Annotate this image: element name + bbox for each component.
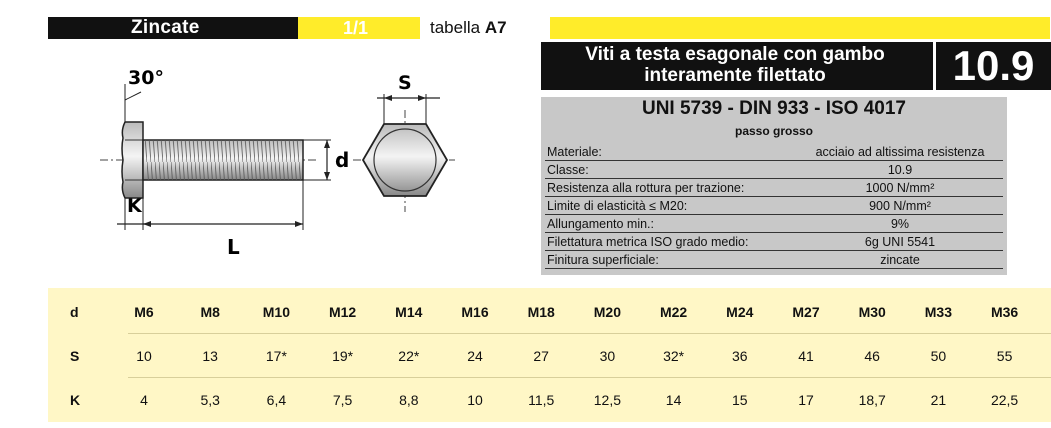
table-code: A7 [484,18,507,37]
table-cell: 11,5 [528,392,555,408]
product-title-block [541,42,1051,90]
spec-row [545,216,1003,233]
column-header: M18 [527,304,555,320]
table-cell: 15 [732,392,748,408]
table-label: tabella [430,18,485,37]
spec-row-label: Filettatura metrica ISO grado medio: [547,235,749,249]
dimensions-table [48,288,1051,422]
column-header: M12 [328,304,357,320]
spec-row-label: Resistenza alla rottura per trazione: [547,181,745,195]
row-label: d [70,304,79,320]
spec-row [545,180,1003,197]
spec-row-value: 900 N/mm² [869,199,931,213]
table-cell: 17 [798,392,814,408]
table-cell: 21 [930,392,947,408]
table-cell: 30 [599,348,616,364]
spec-row-value: acciaio ad altissima resistenza [815,145,985,159]
spec-row-label: Allungamento min.: [547,217,655,231]
page-indicator: 1/1 [298,17,420,39]
table-cell: 7,5 [332,392,353,408]
table-cell: 6,4 [266,392,287,408]
specification-panel [541,97,1007,275]
table-row-d [48,291,1051,333]
table-cell: 12,5 [593,392,622,408]
table-row-s [48,335,1051,377]
spec-row-label: Materiale: [547,145,602,159]
table-cell: 17* [265,348,287,364]
row-label: S [70,348,80,364]
spec-row-value: zincate [880,253,920,267]
column-header: M27 [792,304,820,320]
column-header: M33 [924,304,952,320]
spec-row-value: 9% [890,217,910,231]
table-cell: 36 [732,348,748,364]
header-band [550,17,1050,39]
spec-row-label: Finitura superficiale: [547,253,659,267]
table-row-k [48,379,1051,421]
table-cell: 5,3 [200,392,220,408]
column-header: M10 [262,304,290,320]
strength-grade: 10.9 [933,42,1051,90]
column-header: M36 [990,304,1019,320]
dimension-k-label: K [127,195,142,217]
table-cell: 55 [996,348,1013,364]
table-cell: 32* [663,348,685,364]
bolt-head-shape [122,122,143,198]
spec-row-value: 10.9 [887,163,913,177]
column-header: M20 [593,304,621,320]
dimension-l-label: L [227,235,240,259]
angle-label: 30° [128,67,164,89]
column-header: M30 [858,304,886,320]
product-title [541,44,929,86]
spec-row [545,252,1003,269]
dimension-d-label: d [335,148,350,172]
table-cell: 13 [202,348,218,364]
table-cell: 10 [467,392,483,408]
table-cell: 19* [332,348,354,364]
table-cell: 27 [533,348,549,364]
spec-row-value: 1000 N/mm² [865,181,935,195]
table-cell: 4 [140,392,148,408]
spec-row [545,198,1003,215]
table-cell: 50 [930,348,947,364]
table-cell: 8,8 [399,392,419,408]
table-cell: 24 [467,348,483,364]
column-header: M24 [726,304,754,320]
standard-title: UNI 5739 - DIN 933 - ISO 4017 [641,98,906,119]
table-cell: 41 [798,348,814,364]
spec-row-value: 6g UNI 5541 [864,235,936,249]
product-title-line-2: interamente filettato [644,65,826,86]
column-header: M22 [659,304,688,320]
table-cell: 18,7 [858,392,886,408]
pitch-label: passo grosso [734,124,814,138]
spec-row-label: Classe: [547,163,589,177]
table-cell: 10 [136,348,152,364]
section-title: Zincate [48,17,298,39]
table-cell: 14 [665,392,682,408]
table-cell: 22* [398,348,420,364]
spec-row [545,144,1003,161]
row-label: K [70,392,81,408]
column-header: M6 [134,304,154,320]
table-cell: 46 [864,348,880,364]
table-reference [420,17,550,39]
spec-row-label: Limite di elasticità ≤ M20: [547,199,688,213]
hex-head-end-view [363,124,447,196]
column-header: M16 [461,304,489,320]
bolt-technical-drawing [95,62,475,272]
column-header: M14 [395,304,423,320]
spec-row [545,162,1003,179]
top-bar [48,17,1050,39]
table-cell: 22,5 [990,392,1019,408]
spec-row [545,234,1003,251]
dimension-s-label: S [398,72,412,94]
product-title-line-1: Viti a testa esagonale con gambo [585,44,885,65]
column-header: M8 [200,304,220,320]
